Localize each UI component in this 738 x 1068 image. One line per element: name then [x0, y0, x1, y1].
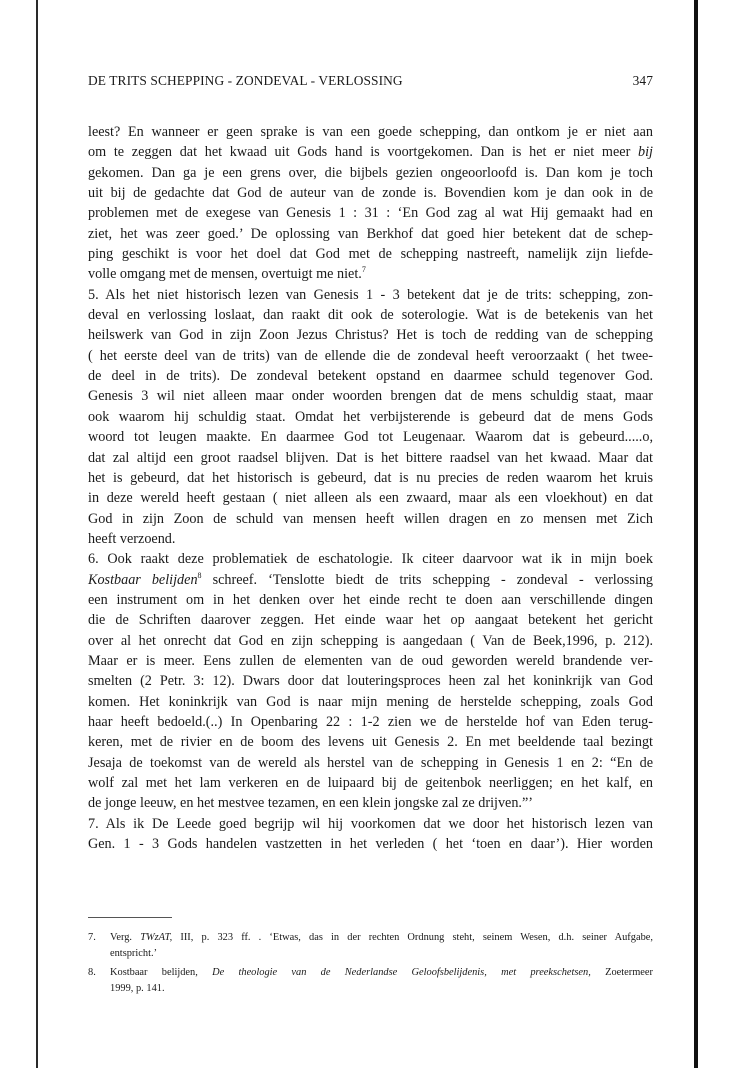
text-line: Kostbaar belijden$^8$ schreef. ‘Tenslotte biedt de trits schepping - zondeval - verlossing: [88, 570, 654, 588]
text-line: leest? En wanneer er geen sprake is van een goede schepping, dan ontkom je er niet aan: [88, 124, 653, 140]
footnote-ref-8: 8: [197, 570, 202, 580]
text-line: de deel in de trits). De zondeval betekent opstand en daarmee schuld tegenover God.: [88, 368, 653, 385]
text-line: komen. Het koninkrijk van God is naar mijn mening de herstelde schepping, zoals God: [88, 693, 653, 710]
text-line: de jonge leeuw, en het mestvee tezamen, en een klein jongske zal ze drijven.”’: [88, 795, 534, 812]
text-line: gekomen. Dan ga je een grens over, die bijbels gezien ongeoorloofd is. Dan kom je toch: [88, 164, 653, 181]
text-line: om te zeggen dat het kwaad uit Gods hand is voortgekomen. Dan is het er niet meer bij: [88, 144, 653, 161]
text-line: uit bij de gedachte dat God de auteur van de zonde is. Bovendien kom je dan ook in de: [88, 185, 653, 202]
footnote-line: entspricht.’: [110, 948, 158, 959]
text-line: woord tot leugen maakte. En daarmee God tot Leugenaar. Waarom dat is gebeurd.....o,: [88, 429, 653, 446]
footnotes: [88, 930, 653, 1000]
text-line: ziet, het was zeer goed.’ De oplossing van Berkhof dat goed hier betekent dat de schep-: [88, 225, 653, 242]
footnote-line: Verg. TWzAT, III, p. 323 ff. . ‘Etwas, das in der rechten Ordnung steht, seinem Wesen, d.h. seiner Aufgabe,: [110, 932, 653, 943]
text-line: ping geschikt is voor het doel dat God met de schepping nastreeft, namelijk zijn liefde-: [88, 246, 653, 263]
text-line: Genesis 3 wil niet alleen maar onder woorden brengen dat de mens schuldig staat, maar: [88, 388, 653, 405]
text-line: 5. Als het niet historisch lezen van Genesis 1 - 3 betekent dat je de trits: schepping, zon-: [88, 286, 653, 303]
text-line: in deze wereld heeft gestaan ( niet alleen als een zwaard, maar als een vloekhout) en dat: [88, 490, 653, 507]
text-line: heilswerk van God in zijn Zoon Jezus Christus? Het is toch de redding van de schepping: [88, 327, 653, 344]
footnote-number: 8.: [88, 967, 96, 978]
book-title: Kostbaar belijden: [88, 571, 198, 588]
text-line: Gen. 1 - 3 Gods handelen vastzetten in het verleden ( het ‘toen en daar’). Hier worden: [88, 836, 653, 853]
text-line: Jesaja de toekomst van de wereld als herstel van de schepping in Genesis 1 en 2: “En de: [88, 754, 653, 771]
footnote-divider: [88, 917, 172, 918]
text-line: smelten (2 Petr. 3: 12). Dwars door dat louteringsproces heen zal het koninkrijk van God: [88, 673, 653, 690]
footnote-7: [88, 930, 653, 962]
footnote-ref-7: 7: [361, 265, 366, 275]
footnote-line: Kostbaar belijden, De theologie van de Nederlandse Geloofsbelijdenis, met preekschetsen, Zoetermeer: [110, 967, 653, 978]
text-line: 6. Ook raakt deze problematiek de eschatologie. Ik citeer daarvoor wat ik in mijn boek: [88, 551, 653, 568]
text-line: ( het eerste deel van de trits) van de ellende die de zondeval heeft veroorzaakt ( het twee-: [88, 347, 653, 364]
emphasis: bij: [638, 144, 653, 161]
running-header: [88, 73, 653, 95]
text-line: problemen met de exegese van Genesis 1 : 31 : ‘En God zag al wat Hij gemaakt had en: [88, 205, 653, 222]
running-title: DE TRITS SCHEPPING - ZONDEVAL - VERLOSSING: [88, 73, 403, 88]
text-line: het is gebeurd, dat het historisch is gebeurd, dat is nu precies de reden waarom het kruis: [88, 469, 653, 486]
text-line: Maar er is meer. Eens zullen de elementen van de oud geworden wereld brandende ver-: [88, 652, 653, 669]
text-line: dat zal altijd een groot raadsel blijven. Dat is het bittere raadsel van het kwaad. Maar dat: [88, 449, 653, 466]
text-line: die de Schriften daarover zeggen. Het einde waar het op aangaat betekent het gericht: [88, 612, 653, 629]
text-line: ook waarom hij schuldig staat. Omdat het verbijsterende is gebeurd dat de mens Gods: [88, 408, 653, 425]
scan-edge-right: [694, 0, 698, 1068]
text-line: deval en verlossing loslaat, dan raakt dit ook de soterologie. Wat is de betekenis van het: [88, 307, 653, 324]
text-line: wolf zal met het lam verkeren en de luipaard bij de geitenbok neerliggen; en het kalf, en: [88, 775, 653, 791]
text-line: volle omgang met de mensen, overtuigt me niet.$^7$: [88, 265, 366, 283]
footnote-line: 1999, p. 141.: [110, 983, 165, 994]
text-line: keren, met de rivier en de boom des levens uit Genesis 2. En met beeldende taal bezingt: [88, 734, 653, 751]
footnote-number: 7.: [88, 932, 96, 943]
text-line: haar heeft bedoeld.(..) In Openbaring 22 : 1-2 zien we de herstelde hof van Eden terug-: [88, 713, 653, 730]
text-line: over al het onrecht dat God en zijn schepping is aangedaan ( Van de Beek,1996, p. 212).: [88, 632, 653, 649]
text-line: 7. Als ik De Leede goed begrijp wil hij voorkomen dat we door het historisch lezen van: [88, 815, 653, 832]
page-number: 347: [632, 73, 653, 88]
scan-edge-left: [36, 0, 38, 1068]
footnote-8: [88, 965, 653, 997]
body-text: [88, 122, 653, 854]
text-line: God in zijn Zoon de schuld van mensen heeft willen dragen en zo mensen met Zich: [88, 510, 653, 527]
text-line: een instrument om in het denken over het einde recht te doen aan verschillende dingen: [88, 591, 653, 608]
text-line: heeft verzoend.: [88, 530, 176, 547]
